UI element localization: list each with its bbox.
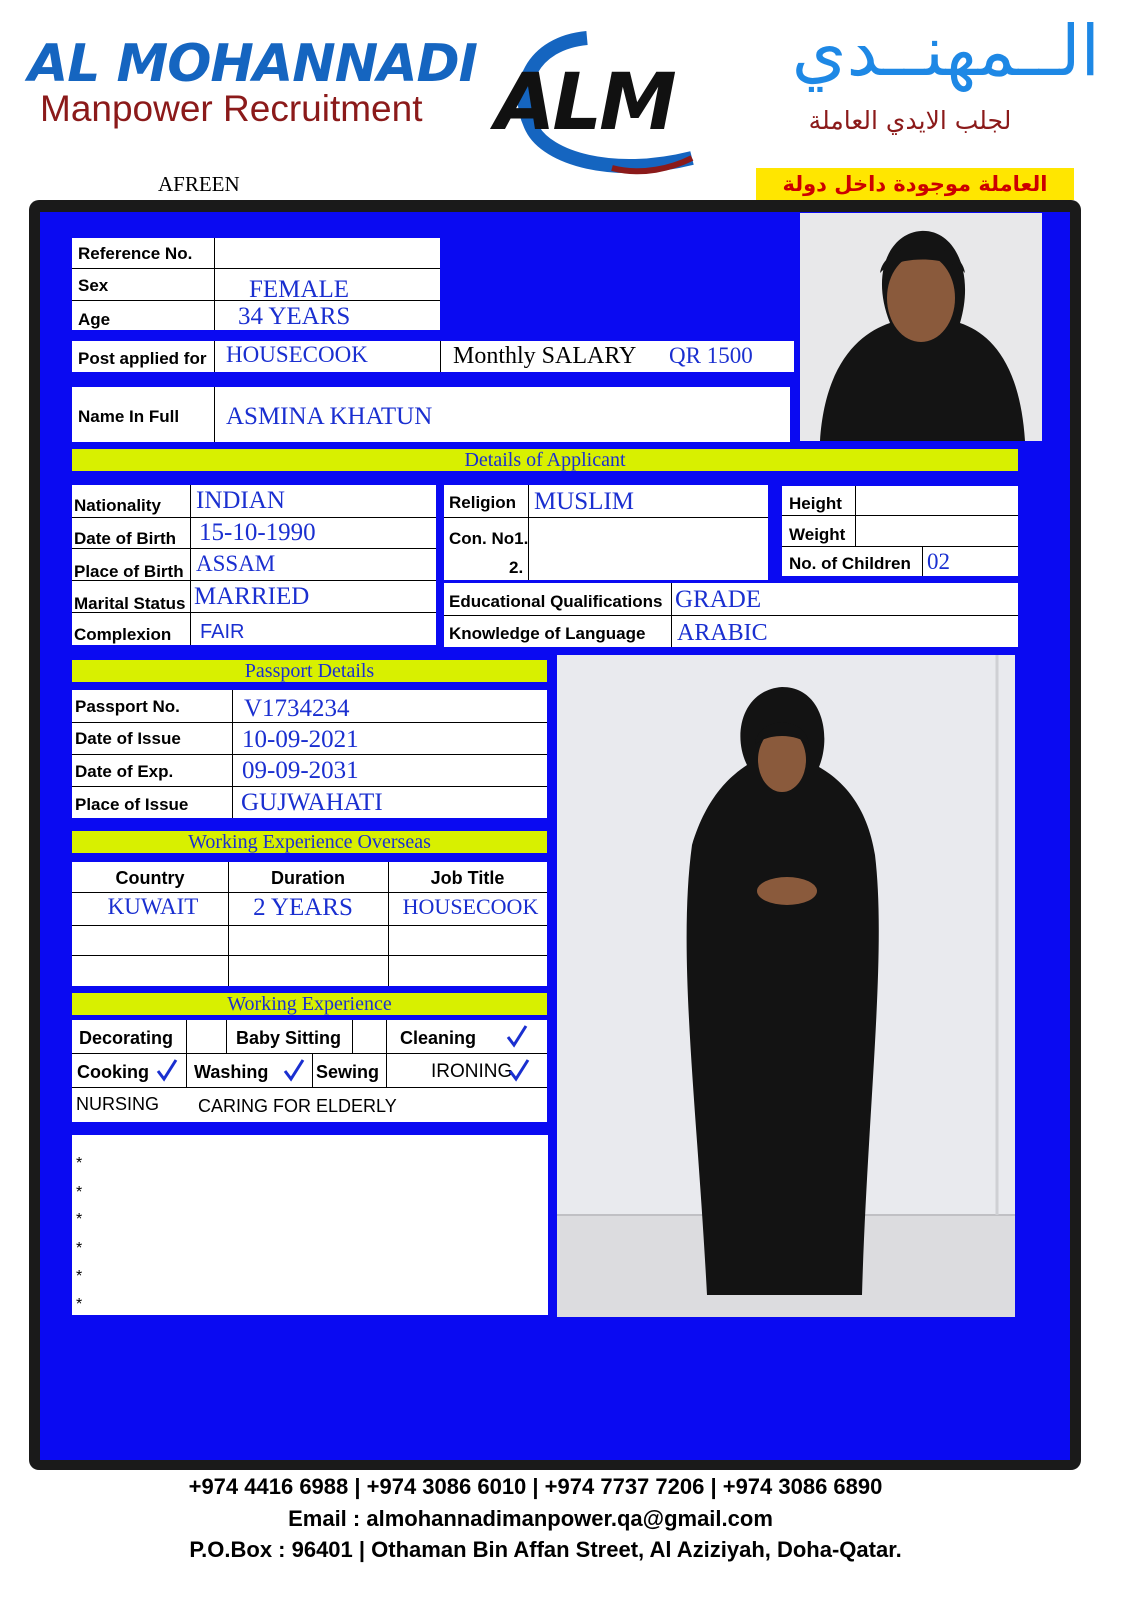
logo-ar-title: الــمهنــدي [791,10,1100,92]
con-no1-label: Con. No1. [449,529,529,548]
con-no2-label: 2. [509,558,524,577]
remark-bullet: * [76,1296,83,1313]
washing-check-icon [283,1058,305,1082]
sex-label: Sex [78,276,109,295]
footer-address: P.O.Box : 96401 | Othaman Bin Affan Street, Al Aziziyah, Doha-Qatar. [189,1537,902,1562]
post-label: Post applied for [78,349,207,368]
issue-place-label: Place of Issue [75,795,189,814]
exp-ironing: IRONING [431,1061,513,1082]
overseas-header-job: Job Title [430,868,505,888]
age-value: 34 YEARS [238,303,351,330]
issue-date-value: 10-09-2021 [242,726,359,753]
overseas-header-duration: Duration [271,868,345,888]
exp-decorating: Decorating [79,1028,174,1048]
exp-date-value: 09-09-2031 [242,757,359,784]
marital-value: MARRIED [194,583,310,610]
remark-bullet: * [76,1240,83,1257]
applicant-full-photo [557,655,1015,1317]
passport-title: Passport Details [72,660,547,682]
weight-label: Weight [789,525,846,544]
overseas-row-job: HOUSECOOK [402,894,539,919]
overseas-row-duration: 2 YEARS [253,894,353,921]
pob-value: ASSAM [196,551,276,576]
overseas-row-country: KUWAIT [107,894,199,919]
nationality-label: Nationality [74,496,161,515]
children-label: No. of Children [789,554,911,573]
exp-washing: Washing [194,1062,269,1082]
dob-label: Date of Birth [74,529,176,548]
name-label: Name In Full [78,407,180,426]
issue-date-label: Date of Issue [75,729,181,748]
issue-place-value: GUJWAHATI [241,789,383,816]
complexion-value: FAIR [200,621,245,643]
remark-bullet: * [76,1211,83,1228]
logo-mark-text: ALM [495,58,674,148]
footer-phones: +974 4416 6988 | +974 3086 6010 | +974 7737 7206 | +974 3086 6890 [188,1474,883,1499]
exp-nursing: NURSING [76,1094,160,1114]
overseas-header-country: Country [115,868,185,888]
religion-label: Religion [449,493,517,512]
remark-bullet: * [76,1155,83,1172]
overseas-title: Working Experience Overseas [72,831,547,853]
nationality-value: INDIAN [196,487,285,514]
exp-caring: CARING FOR ELDERLY [198,1096,397,1116]
post-value: HOUSECOOK [226,342,368,367]
sex-value: FEMALE [249,276,349,303]
cooking-check-icon [156,1058,178,1082]
name-value: ASMINA KHATUN [226,403,433,430]
salary-label: Monthly SALARY [453,343,637,369]
complexion-label: Complexion [74,625,172,644]
availability-note: العاملة موجودة داخل دولة [756,168,1074,200]
exp-date-label: Date of Exp. [75,762,174,781]
salary-value: QR 1500 [669,343,753,368]
children-value: 02 [927,549,950,574]
religion-value: MUSLIM [534,488,635,515]
agent-name: AFREEN [158,172,240,196]
pob-label: Place of Birth [74,562,184,581]
ironing-check-icon [508,1058,530,1082]
footer-email: Email : almohannadimanpower.qa@gmail.com [288,1506,773,1531]
applicant-headshot [800,213,1042,441]
language-value: ARABIC [677,620,768,646]
logo-en-subtitle: Manpower Recruitment [40,88,423,129]
passport-no-value: V1734234 [244,695,350,722]
exp-cleaning: Cleaning [400,1028,477,1048]
age-label: Age [78,310,111,329]
cleaning-check-icon [506,1024,528,1048]
remark-bullet: * [76,1184,83,1201]
details-title: Details of Applicant [72,449,1018,471]
education-value: GRADE [675,586,762,613]
reference-label: Reference No. [78,244,193,263]
remark-bullet: * [76,1268,83,1285]
passport-no-label: Passport No. [75,697,180,716]
logo-en-title: AL MOHANNADI [28,34,477,94]
dob-value: 15-10-1990 [199,519,316,546]
height-label: Height [789,494,842,513]
experience-title: Working Experience [72,993,547,1015]
language-label: Knowledge of Language [449,624,646,643]
exp-cooking: Cooking [77,1062,149,1082]
education-label: Educational Qualifications [449,592,663,611]
marital-label: Marital Status [74,594,186,613]
exp-sewing: Sewing [316,1062,380,1082]
exp-baby-sitting: Baby Sitting [236,1028,342,1048]
logo-ar-subtitle: لجلب الايدي العاملة [808,106,1012,135]
remarks-box [72,1135,548,1315]
